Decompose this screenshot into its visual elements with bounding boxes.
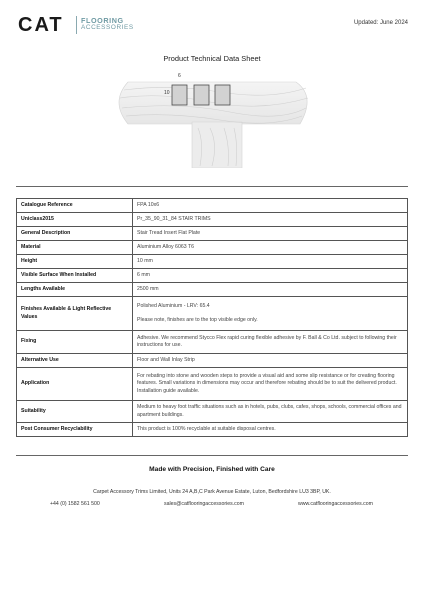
row-label: Visible Surface When Installed (17, 269, 133, 283)
finish-lrv: Polished Aluminium - LRV: 65.4 (137, 302, 210, 309)
table-row (17, 354, 408, 368)
page-title: Product Technical Data Sheet (163, 54, 261, 63)
bottom-rule (16, 455, 408, 456)
row-value: 10 mm (133, 255, 408, 269)
logo-sub-line1: FLOORING (81, 16, 124, 25)
table-row (17, 269, 408, 283)
email-link[interactable]: sales@catflooringaccessories.com (164, 501, 244, 507)
logo-text: CAT (18, 14, 64, 36)
row-value: Stair Tread Insert Flat Plate (133, 227, 408, 241)
row-label: Post Consumer Recyclability (17, 423, 133, 437)
row-label: Suitability (17, 401, 133, 423)
updated-date: Updated: June 2024 (353, 20, 408, 26)
website-link[interactable]: www.catflooringaccessories.com (298, 501, 373, 507)
table-row (17, 423, 408, 437)
row-label: Material (17, 241, 133, 255)
row-label: General Description (17, 227, 133, 241)
table-row (17, 199, 408, 213)
row-label: Fixing (17, 331, 133, 354)
row-value: FPA 10x6 (133, 199, 408, 213)
logo-subtitle (81, 17, 134, 31)
insert-strip-1 (172, 85, 187, 105)
insert-strip-2 (194, 85, 209, 105)
header (18, 14, 408, 36)
table-row (17, 241, 408, 255)
row-label: Uniclass2015 (17, 213, 133, 227)
table-row (17, 283, 408, 297)
table-row (17, 331, 408, 354)
row-label: Lengths Available (17, 283, 133, 297)
row-value (133, 297, 408, 331)
row-value: This product is 100% recyclable at suitable disposal centres. (133, 423, 408, 437)
phone-number: +44 (0) 1582 561 500 (50, 501, 100, 507)
row-value: Pr_35_90_31_84 STAIR TRIMS (133, 213, 408, 227)
finish-note: Please note, finishes are to the top visible edge only. (137, 317, 258, 323)
row-value: Adhesive. We recommend Stycco Flex rapid curing flexible adhesive by F. Ball & Co Ltd. subject to following their instructions for use. (133, 331, 408, 354)
insert-strip-3 (215, 85, 230, 105)
row-value: 6 mm (133, 269, 408, 283)
table-row (17, 255, 408, 269)
row-label: Application (17, 368, 133, 401)
company-address: Carpet Accessory Trims Limited, Units 24 A,B,C Park Avenue Estate, Luton, Bedfordshire LU3 3BP, UK. (93, 489, 331, 495)
stair-tread (119, 82, 307, 124)
logo-sub-line2: ACCESSORIES (81, 24, 134, 31)
dimension-width-label: 6 (178, 73, 181, 79)
table-row (17, 227, 408, 241)
dimension-height-label: 10 (164, 90, 170, 96)
top-rule (16, 186, 408, 187)
tagline: Made with Precision, Finished with Care (149, 466, 275, 473)
logo-divider (76, 16, 77, 34)
row-value: Aluminium Alloy 6063 T6 (133, 241, 408, 255)
table-row (17, 297, 408, 331)
table-row (17, 368, 408, 401)
row-value: Medium to heavy foot traffic situations such as in hotels, pubs, clubs, cafes, shops, schools, commercial offices and apartment buildings. (133, 401, 408, 423)
row-label: Alternative Use (17, 354, 133, 368)
row-value: Floor and Wall Inlay Strip (133, 354, 408, 368)
row-label: Finishes Available & Light Reflective Values (17, 297, 133, 331)
spec-table (16, 198, 408, 437)
row-label: Height (17, 255, 133, 269)
product-drawing (110, 72, 316, 168)
row-value: For rebating into stone and wooden steps to provide a visual aid and some slip resistance or for creating flooring features. Small variations in dimensions may occur and therefore rebating should be to suit the delivered product. Installation guide available. (133, 368, 408, 401)
table-row (17, 401, 408, 423)
table-row (17, 213, 408, 227)
row-value: 2500 mm (133, 283, 408, 297)
row-label: Catalogue Reference (17, 199, 133, 213)
